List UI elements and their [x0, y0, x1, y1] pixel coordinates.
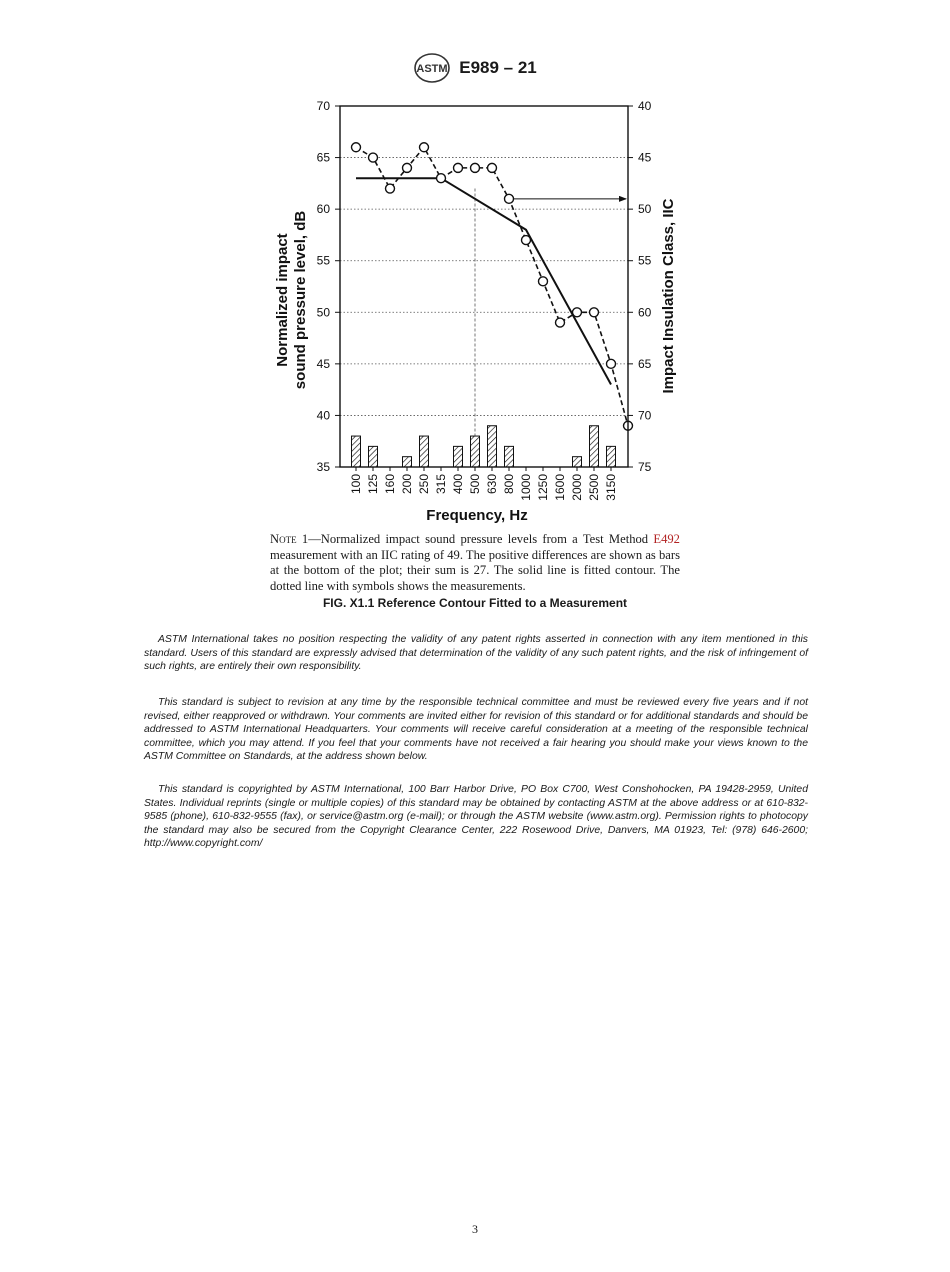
chart-lines [356, 147, 628, 425]
x-tick-label: 630 [485, 474, 499, 495]
measurement-point [369, 153, 378, 162]
page-number: 3 [472, 1222, 478, 1236]
y-tick-label: 50 [316, 305, 330, 320]
x-tick-label: 250 [417, 474, 431, 495]
x-tick-label: 500 [468, 474, 482, 495]
x-tick-label: 100 [349, 474, 363, 495]
y-tick-label: 35 [316, 460, 330, 474]
difference-bar [505, 446, 514, 467]
measurement-point [590, 308, 599, 317]
x-tick-label: 1250 [536, 474, 550, 501]
difference-bar [573, 457, 582, 467]
y-tick-label: 60 [316, 202, 330, 217]
chart-frame [340, 106, 628, 467]
figure-caption: FIG. X1.1 Reference Contour Fitted to a Measurement [322, 596, 628, 610]
note-text-a: —Normalized impact sound pressure levels from a Test Method [308, 532, 654, 546]
chart-right-axis-ticks [628, 99, 652, 474]
measurement-point [403, 163, 412, 172]
chart-xlabel: Frequency, Hz [426, 507, 528, 524]
measurement-point [454, 163, 463, 172]
measurement-point [573, 308, 582, 317]
y2-tick-label: 60 [638, 305, 652, 320]
chart-bars [352, 426, 616, 467]
astm-logo-text: ASTM [416, 63, 448, 75]
copyright-notice [144, 783, 808, 851]
chart-left-axis-ticks [317, 99, 340, 474]
x-tick-label: 1000 [519, 474, 533, 501]
document-designation: E989 – 21 [459, 58, 537, 77]
iic-chart [260, 90, 690, 530]
difference-bar [369, 446, 378, 467]
x-tick-label: 800 [502, 474, 516, 495]
measurement-point [420, 143, 429, 152]
x-tick-label: 1600 [553, 474, 567, 501]
chart-ylabel-line2: sound pressure level, dB [292, 210, 309, 390]
y2-tick-label: 45 [638, 150, 652, 165]
page-header [0, 52, 950, 84]
copyright-notice-text: This standard is copyrighted by ASTM International, 100 Barr Harbor Drive, PO Box C700, West Conshohocken, PA 19428-2959, United States. Individual reprints (single or multiple copies) of this standard may be obtained by contacting ASTM at the above address or at 610-832-9585 (phone), 610-832-9555 (fax), or service@astm.org (e-mail); or through the ASTM website (www.astm.org). Permission rights to photocopy the standard may also be secured from the Copyright Clearance Center, 222 Rosewood Drive, Danvers, MA 01923, Tel: (978) 646-2600; http://www.copyright.com/ [144, 784, 808, 850]
measurement-point [488, 163, 497, 172]
x-tick-label: 2500 [587, 474, 601, 501]
y2-tick-label: 40 [638, 99, 652, 113]
x-tick-label: 200 [400, 474, 414, 495]
e492-link[interactable]: E492 [653, 532, 680, 546]
difference-bar [471, 436, 480, 467]
chart-points [352, 143, 633, 430]
revision-disclaimer-text: This standard is subject to revision at any time by the responsible technical committee and must be reviewed every five years and if not revised, either reapproved or withdrawn. Your comments are invited either for revision of this standard or for additional standards and should be addressed to ASTM International Headquarters. Your comments will receive careful consideration at a meeting of the responsible technical committee, which you may attend. If you feel that your comments have not received a fair hearing you should make your views known to the ASTM Committee on Standards, at the address shown below. [144, 697, 808, 763]
figure-note [270, 532, 680, 595]
measurement-point [556, 318, 565, 327]
difference-bar [590, 426, 599, 467]
x-tick-label: 315 [434, 474, 448, 495]
measurement-point [522, 236, 531, 245]
difference-bar [352, 436, 361, 467]
measurement-line [356, 147, 628, 425]
y-tick-label: 65 [316, 150, 330, 165]
note-lead: Note 1 [270, 532, 309, 546]
y2-tick-label: 50 [638, 202, 652, 217]
x-tick-label: 2000 [570, 474, 584, 501]
difference-bar [488, 426, 497, 467]
y2-tick-label: 65 [638, 356, 652, 371]
measurement-point [437, 174, 446, 183]
patent-disclaimer-text: ASTM International takes no position respecting the validity of any patent rights asserted in connection with any item mentioned in this standard. Users of this standard are expressly advised that determination of the validity of any such patent rights, and the risk of infringement of such rights, are entirely their own responsibility. [144, 634, 808, 673]
difference-bar [454, 446, 463, 467]
y2-tick-label: 70 [638, 408, 652, 423]
measurement-point [539, 277, 548, 286]
measurement-point [505, 194, 514, 203]
chart-gridlines [340, 158, 628, 416]
difference-bar [420, 436, 429, 467]
patent-disclaimer [144, 633, 808, 674]
measurement-point [352, 143, 361, 152]
difference-bar [403, 457, 412, 467]
x-tick-label: 400 [451, 474, 465, 495]
measurement-point [607, 359, 616, 368]
difference-bar [607, 446, 616, 467]
revision-disclaimer [144, 696, 808, 764]
y2-tick-label: 55 [638, 253, 652, 268]
y2-tick-label: 75 [638, 460, 652, 474]
y-tick-label: 55 [316, 253, 330, 268]
measurement-point [471, 163, 480, 172]
y-tick-label: 70 [316, 99, 330, 113]
measurement-point [386, 184, 395, 193]
astm-logo-icon [413, 52, 451, 84]
y-tick-label: 40 [316, 408, 330, 423]
chart-x-axis-ticks [349, 467, 618, 501]
note-text-b: measurement with an IIC rating of 49. The positive differences are shown as bars at the bottom of the plot; their sum is 27. The solid line is fitted contour. The dotted line with symbols shows the measurements. [270, 547, 680, 594]
chart-ylabel-line1: Normalized impact [274, 233, 291, 367]
x-tick-label: 125 [366, 474, 380, 495]
y-tick-label: 45 [316, 356, 330, 371]
chart-y2label: Impact Insulation Class, IIC [660, 198, 677, 394]
x-tick-label: 160 [383, 474, 397, 495]
x-tick-label: 3150 [604, 474, 618, 501]
